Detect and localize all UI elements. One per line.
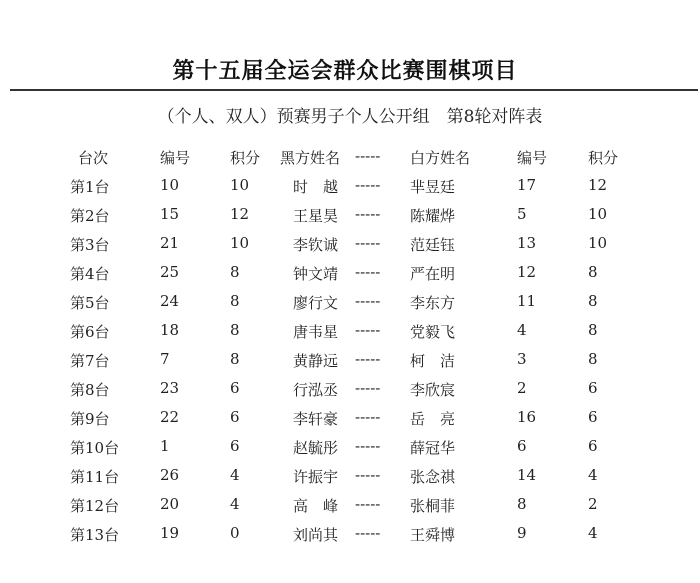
white-no-cell: 13 — [517, 234, 537, 252]
table-row — [0, 321, 700, 350]
black-name-cell: 钟文靖 — [293, 265, 339, 283]
black-no-cell: 24 — [160, 292, 180, 310]
white-points-cell: 10 — [588, 234, 608, 252]
table-row — [0, 408, 700, 437]
white-name-cell: 张念祺 — [410, 468, 456, 486]
white-points-cell: 2 — [588, 495, 598, 513]
white-points-cell: 8 — [588, 321, 598, 339]
header-board: 台次 — [78, 149, 109, 167]
board-cell: 第3台 — [70, 236, 110, 254]
black-name-cell: 刘尚其 — [293, 526, 339, 544]
board-cell: 第9台 — [70, 410, 110, 428]
table-row — [0, 524, 700, 553]
black-no-cell: 25 — [160, 263, 180, 281]
black-name-cell: 赵毓彤 — [293, 439, 339, 457]
vs-separator: ----- — [355, 408, 381, 426]
white-name-cell: 张桐菲 — [410, 497, 456, 515]
white-no-cell: 14 — [517, 466, 537, 484]
black-points-cell: 10 — [230, 176, 250, 194]
white-no-cell: 17 — [517, 176, 537, 194]
table-row — [0, 234, 700, 263]
vs-separator: ----- — [355, 466, 381, 484]
vs-separator: ----- — [355, 437, 381, 455]
black-no-cell: 20 — [160, 495, 180, 513]
black-no-cell: 23 — [160, 379, 180, 397]
vs-separator: ----- — [355, 495, 381, 513]
vs-separator: ----- — [355, 176, 381, 194]
board-cell: 第10台 — [70, 439, 120, 457]
black-no-cell: 22 — [160, 408, 180, 426]
black-no-cell: 18 — [160, 321, 180, 339]
white-no-cell: 6 — [517, 437, 527, 455]
black-points-cell: 4 — [230, 495, 240, 513]
white-no-cell: 4 — [517, 321, 527, 339]
black-no-cell: 19 — [160, 524, 180, 542]
vs-separator: ----- — [355, 524, 381, 542]
black-no-cell: 10 — [160, 176, 180, 194]
table-row — [0, 466, 700, 495]
board-cell: 第2台 — [70, 207, 110, 225]
black-points-cell: 8 — [230, 292, 240, 310]
board-cell: 第8台 — [70, 381, 110, 399]
black-points-cell: 8 — [230, 321, 240, 339]
black-no-cell: 26 — [160, 466, 180, 484]
black-name-cell: 王星昊 — [293, 207, 339, 225]
black-points-cell: 0 — [230, 524, 240, 542]
black-name-cell: 行泓丞 — [293, 381, 339, 399]
white-points-cell: 12 — [588, 176, 608, 194]
white-no-cell: 5 — [517, 205, 527, 223]
header-black-no: 编号 — [160, 149, 191, 167]
white-no-cell: 3 — [517, 350, 527, 368]
vs-separator: ----- — [355, 379, 381, 397]
table-row — [0, 350, 700, 379]
board-cell: 第5台 — [70, 294, 110, 312]
black-points-cell: 6 — [230, 437, 240, 455]
board-cell: 第4台 — [70, 265, 110, 283]
white-no-cell: 9 — [517, 524, 527, 542]
black-name-cell: 李轩豪 — [293, 410, 339, 428]
header-black-points: 积分 — [230, 149, 261, 167]
board-cell: 第1台 — [70, 178, 110, 196]
board-cell: 第13台 — [70, 526, 120, 544]
white-name-cell: 芈昱廷 — [410, 178, 456, 196]
white-name-cell: 陈耀烨 — [410, 207, 456, 225]
vs-separator: ----- — [355, 350, 381, 368]
vs-separator: ----- — [355, 321, 381, 339]
white-name-cell: 岳 亮 — [410, 410, 456, 428]
header-white-name: 白方姓名 — [410, 149, 471, 167]
white-no-cell: 12 — [517, 263, 537, 281]
title-divider — [10, 89, 698, 91]
board-cell: 第6台 — [70, 323, 110, 341]
black-name-cell: 唐韦星 — [293, 323, 339, 341]
black-no-cell: 21 — [160, 234, 180, 252]
header-white-no: 编号 — [517, 149, 548, 167]
black-name-cell: 黄静远 — [293, 352, 339, 370]
table-row — [0, 176, 700, 205]
white-points-cell: 6 — [588, 408, 598, 426]
white-no-cell: 16 — [517, 408, 537, 426]
black-name-cell: 高 峰 — [293, 497, 339, 515]
table-row — [0, 437, 700, 466]
white-points-cell: 4 — [588, 524, 598, 542]
white-no-cell: 8 — [517, 495, 527, 513]
vs-separator: ----- — [355, 263, 381, 281]
white-name-cell: 党毅飞 — [410, 323, 456, 341]
white-name-cell: 柯 洁 — [410, 352, 456, 370]
white-points-cell: 4 — [588, 466, 598, 484]
black-points-cell: 8 — [230, 263, 240, 281]
black-name-cell: 时 越 — [293, 178, 339, 196]
white-name-cell: 严在明 — [410, 265, 456, 283]
document-subtitle: （个人、双人）预赛男子个人公开组 第8轮对阵表 — [157, 107, 543, 127]
table-header-row — [0, 147, 700, 176]
black-points-cell: 10 — [230, 234, 250, 252]
white-name-cell: 薛冠华 — [410, 439, 456, 457]
black-points-cell: 6 — [230, 379, 240, 397]
white-name-cell: 范廷钰 — [410, 236, 456, 254]
black-points-cell: 8 — [230, 350, 240, 368]
black-points-cell: 12 — [230, 205, 250, 223]
black-name-cell: 李钦诚 — [293, 236, 339, 254]
table-row — [0, 379, 700, 408]
white-name-cell: 李欣宸 — [410, 381, 456, 399]
black-no-cell: 15 — [160, 205, 180, 223]
black-no-cell: 1 — [160, 437, 170, 455]
white-points-cell: 6 — [588, 379, 598, 397]
black-name-cell: 廖行文 — [293, 294, 339, 312]
board-cell: 第11台 — [70, 468, 120, 486]
vs-separator: ----- — [355, 234, 381, 252]
header-white-points: 积分 — [588, 149, 619, 167]
table-row — [0, 263, 700, 292]
white-points-cell: 8 — [588, 350, 598, 368]
white-name-cell: 李东方 — [410, 294, 456, 312]
board-cell: 第7台 — [70, 352, 110, 370]
black-points-cell: 6 — [230, 408, 240, 426]
black-no-cell: 7 — [160, 350, 170, 368]
vs-separator: ----- — [355, 292, 381, 310]
header-black-name: 黑方姓名 — [280, 149, 341, 167]
document-title: 第十五届全运会群众比赛围棋项目 — [172, 58, 518, 84]
black-name-cell: 许振宇 — [293, 468, 339, 486]
table-row — [0, 292, 700, 321]
vs-separator: ----- — [355, 205, 381, 223]
white-points-cell: 8 — [588, 292, 598, 310]
table-row — [0, 205, 700, 234]
board-cell: 第12台 — [70, 497, 120, 515]
black-points-cell: 4 — [230, 466, 240, 484]
header-vs: ----- — [355, 147, 381, 165]
white-no-cell: 2 — [517, 379, 527, 397]
white-name-cell: 王舜博 — [410, 526, 456, 544]
white-points-cell: 8 — [588, 263, 598, 281]
white-points-cell: 10 — [588, 205, 608, 223]
table-row — [0, 495, 700, 524]
white-points-cell: 6 — [588, 437, 598, 455]
white-no-cell: 11 — [517, 292, 537, 310]
